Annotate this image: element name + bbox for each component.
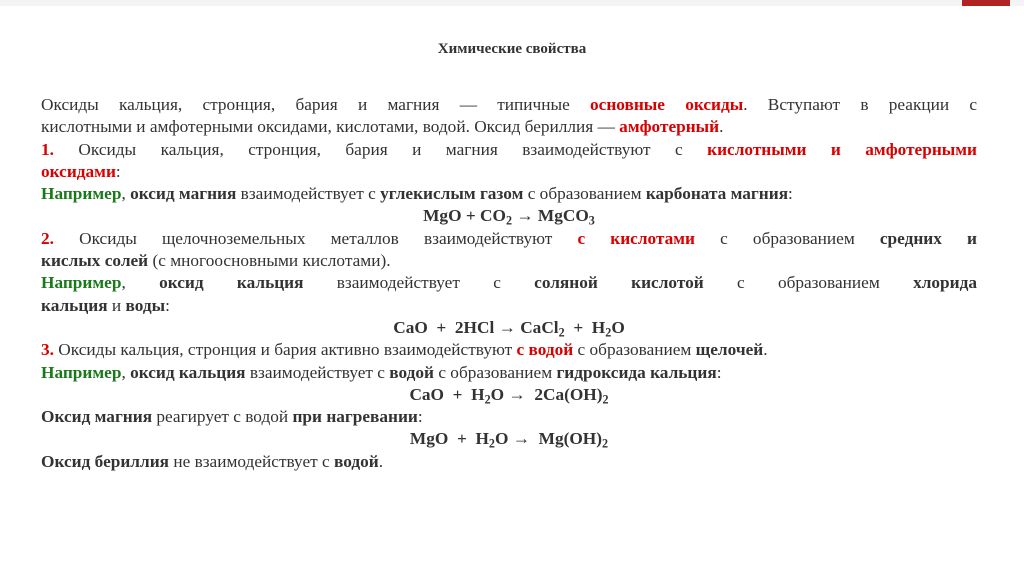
formula-part: O	[494, 429, 509, 449]
example-bold: оксид магния	[130, 184, 237, 204]
example-text: :	[788, 184, 793, 204]
example-bold: соляной кислотой	[534, 273, 704, 293]
example-bold: карбоната магния	[645, 184, 789, 204]
point-text: с образованием	[573, 340, 696, 360]
example-bold: хлорида	[913, 273, 977, 293]
example-text: с образованием	[523, 184, 646, 204]
example-text: с образованием	[703, 273, 914, 293]
slide-content	[41, 94, 977, 473]
point-text: :	[115, 161, 121, 181]
beryllium-note	[41, 451, 977, 473]
equation-2	[41, 317, 977, 339]
example-2-line-1	[41, 272, 977, 294]
formula-part: CaO + H	[409, 384, 485, 404]
example-3	[41, 362, 977, 384]
page-title: Химические свойства	[437, 41, 587, 57]
example-label: Например	[41, 184, 122, 204]
point-text: Оксиды щелочноземельных металлов взаимодействуют	[53, 228, 578, 248]
example-bold: гидроксида кальция	[556, 362, 717, 382]
formula-part: MgO + CO	[423, 206, 506, 226]
example-1	[41, 183, 977, 205]
formula-part: Mg(OH)	[538, 429, 603, 449]
point-number: 2.	[41, 228, 54, 248]
formula-part: 2Ca(OH)	[534, 384, 603, 404]
example-text: ,	[121, 362, 131, 382]
formula-part: MgCO	[537, 206, 589, 226]
intro-line-1	[41, 94, 977, 116]
note-bold: водой	[334, 451, 379, 471]
point-bold: кислых солей	[41, 251, 149, 271]
basic-oxides-highlight: основные оксиды	[590, 95, 744, 114]
example-text: взаимодействует с	[303, 273, 535, 293]
example-bold: оксид кальция	[159, 273, 304, 293]
intro-text: . Вступают в реакции с	[743, 95, 977, 114]
example-text: с образованием	[434, 362, 557, 382]
arrow-icon: →	[494, 317, 521, 337]
arrow-icon: →	[512, 206, 538, 226]
point-1-line-2	[41, 161, 977, 183]
equation-3	[41, 384, 977, 406]
formula-part: MgO + H	[409, 429, 489, 449]
intro-text: кислотными и амфотерными оксидами, кислотами, водой. Оксид бериллия —	[41, 117, 620, 137]
note-text: :	[417, 407, 423, 427]
oxides-highlight: оксидами	[41, 161, 116, 181]
example-text: :	[165, 295, 170, 315]
example-bold: углекислым газом	[380, 184, 524, 204]
acidic-oxides-highlight: кислотными и амфотерными	[707, 139, 978, 159]
point-text: (с многоосновными кислотами).	[148, 251, 391, 271]
amphoteric-highlight: амфотерный	[619, 117, 720, 137]
formula-subscript: 2	[605, 325, 612, 340]
intro-line-2	[41, 116, 977, 138]
note-text: реагирует с водой	[152, 407, 293, 427]
formula-subscript: 2	[602, 437, 609, 452]
formula-part: O	[490, 384, 505, 404]
point-2-line-2	[41, 250, 977, 272]
point-2-line-1	[41, 228, 977, 250]
formula-subscript: 2	[558, 325, 565, 340]
formula-subscript: 2	[602, 392, 609, 407]
point-text: .	[763, 340, 768, 360]
example-text: :	[716, 362, 722, 382]
example-text: взаимодействует с	[245, 362, 390, 382]
point-text: с	[675, 139, 683, 159]
example-bold: кальция	[41, 295, 108, 315]
intro-text: Оксиды кальция, стронция, бария и магния — типичные	[41, 95, 591, 114]
magnesium-note	[41, 406, 977, 428]
example-2-line-2	[41, 295, 977, 317]
with-water-highlight: с водой	[516, 340, 574, 360]
example-bold: воды	[125, 295, 166, 315]
formula-part: CaO + 2HCl	[393, 317, 495, 337]
formula-subscript: 2	[488, 437, 495, 452]
top-accent	[962, 0, 1010, 6]
formula-subscript: 2	[484, 392, 491, 407]
formula-part: O	[611, 317, 625, 337]
example-label: Например	[41, 273, 122, 293]
point-text: с образованием	[695, 228, 880, 248]
with-acids-highlight: с кислотами	[577, 228, 696, 248]
example-text: ,	[121, 184, 131, 204]
point-number: 1.	[41, 139, 54, 159]
point-text: Оксиды кальция, стронция, бария и магния взаимодействуют	[53, 139, 676, 159]
point-number: 3.	[41, 340, 54, 360]
note-text: не взаимодействует с	[169, 451, 335, 471]
example-bold: оксид кальция	[130, 362, 246, 382]
note-bold: Оксид бериллия	[41, 451, 170, 471]
example-text: ,	[121, 273, 160, 293]
example-text: и	[107, 295, 126, 315]
point-1-line-1	[41, 139, 977, 161]
point-bold: щелочей	[695, 340, 764, 360]
intro-text: .	[719, 117, 724, 137]
point-3	[41, 339, 977, 361]
top-bar	[0, 0, 1024, 6]
example-bold: водой	[389, 362, 434, 382]
arrow-icon: →	[508, 429, 539, 449]
formula-part: CaCl	[520, 317, 559, 337]
note-text: .	[378, 451, 384, 471]
formula-part: + H	[564, 317, 606, 337]
example-label: Например	[41, 362, 122, 382]
point-text: Оксиды кальция, стронция и бария активно взаимодействуют	[53, 340, 517, 360]
example-text: взаимодействует с	[236, 184, 381, 204]
equation-1	[41, 205, 977, 227]
note-bold: при нагревании	[292, 407, 418, 427]
note-bold: Оксид магния	[41, 407, 153, 427]
equation-4	[41, 428, 977, 450]
point-bold: средних и	[879, 228, 977, 248]
formula-subscript: 3	[588, 214, 595, 229]
arrow-icon: →	[504, 384, 535, 404]
formula-subscript: 2	[505, 214, 512, 229]
